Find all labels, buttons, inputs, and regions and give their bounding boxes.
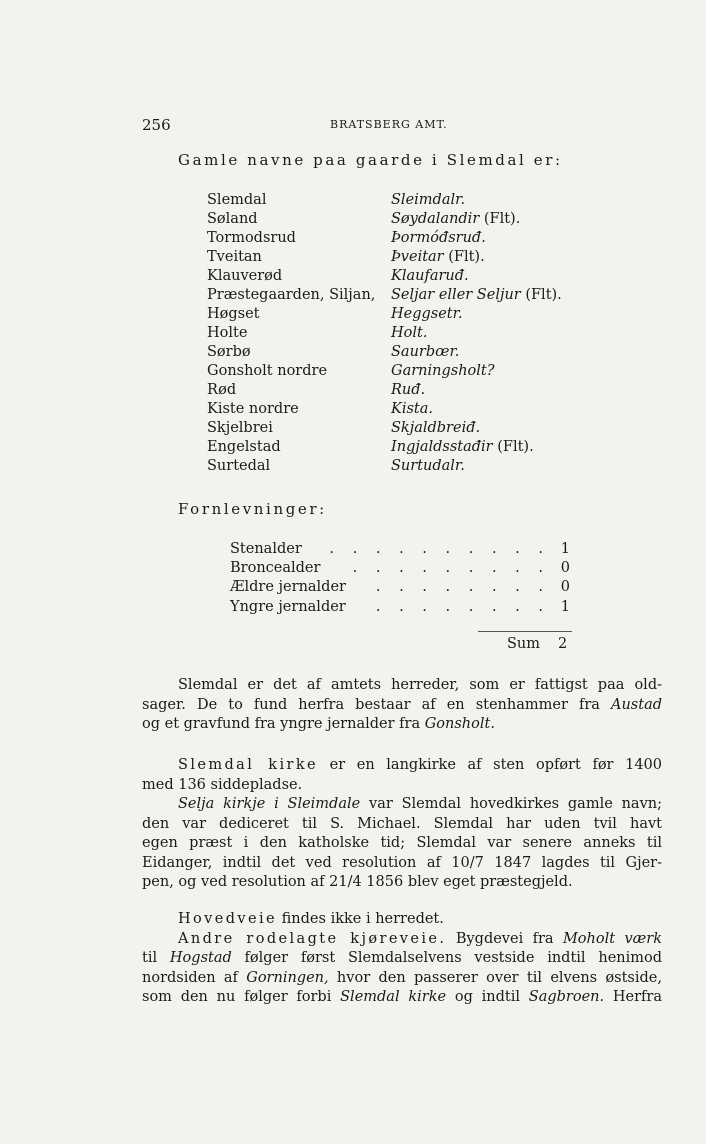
text-run: 1847 lagdes til Gjer- <box>483 854 662 871</box>
paragraph-roads <box>142 910 662 1008</box>
running-title: BRATSBERG AMT. <box>330 118 448 131</box>
modern-name: Engelstad <box>207 439 281 455</box>
text-run: pen, og ved resolution af <box>142 874 330 890</box>
text-line <box>142 930 662 950</box>
old-name: Surtudalr. <box>391 458 465 474</box>
place-name: Gorningen, <box>246 969 329 986</box>
period-label: Broncealder <box>230 560 321 577</box>
text-run: og et gravfund fra yngre jernalder fra <box>142 716 425 732</box>
old-name: Ruđ. <box>391 382 426 398</box>
leader-dots: . . . . . . . . <box>375 598 550 615</box>
modern-name: Kiste nordre <box>207 401 299 417</box>
name-row <box>207 306 562 325</box>
text-run: sager. De to fund herfra bestaar af en stenhammer fra <box>142 696 611 713</box>
text-line <box>142 910 662 930</box>
old-name: Sleimdalr. <box>391 192 466 208</box>
modern-name: Sørbø <box>207 344 251 360</box>
farm-names-table <box>207 192 562 477</box>
name-row <box>207 230 562 249</box>
date-fraction: 21/4 <box>329 874 362 890</box>
old-name: Kista. <box>391 401 433 417</box>
period-count: 0 <box>560 579 570 596</box>
modern-name: Høgset <box>207 306 260 322</box>
old-name: Skjaldbreiđ. <box>391 420 481 436</box>
find-row <box>230 560 570 579</box>
text-run: Herfra <box>604 989 662 1005</box>
place-name: Slemdal kirke <box>340 989 447 1005</box>
period-label: Stenalder <box>230 541 302 557</box>
modern-name: Tveitan <box>207 249 262 265</box>
text-run: 1856 blev eget præstegjeld. <box>361 874 573 890</box>
name-note: (Flt). <box>483 211 521 227</box>
modern-name: Surtedal <box>207 458 271 474</box>
name-row <box>207 287 562 306</box>
name-row <box>207 439 562 458</box>
name-row <box>207 363 562 382</box>
text-line <box>142 988 662 1008</box>
text-line: Slemdal er det af amtets herreder, som er fattigst paa old- <box>178 677 662 693</box>
name-row <box>207 458 562 477</box>
name-row <box>207 211 562 230</box>
modern-name: Tormodsrud <box>207 230 296 246</box>
leader-dots: . . . . . . . . <box>375 579 550 596</box>
old-name: Saurbœr. <box>391 344 460 360</box>
name-note: (Flt). <box>448 249 485 265</box>
text-line: den var dediceret til S. Michael. Slemdal har uden tvil havt <box>142 815 662 832</box>
text-run: til <box>142 950 170 966</box>
old-name: Ingjaldsstađir <box>391 439 493 455</box>
text-run: som den nu følger forbi <box>142 989 341 1005</box>
text-line <box>142 696 662 716</box>
place-name: Sagbroen. <box>528 989 605 1005</box>
sum-label: Sum <box>507 636 541 652</box>
old-name: Holt. <box>391 325 428 341</box>
place-name: Gonsholt. <box>424 716 495 732</box>
text-run: nordsiden af <box>142 969 247 986</box>
modern-name: Slemdal <box>207 192 267 208</box>
spaced-heading: Slemdal kirke <box>178 757 319 773</box>
period-count: 1 <box>560 541 570 557</box>
finds-heading: Fornlevninger: <box>178 500 327 518</box>
old-name: Garningsholt? <box>391 363 495 379</box>
name-row <box>207 268 562 287</box>
text-run: findes ikke i herredet. <box>277 911 444 927</box>
leader-dots: . . . . . . . . . <box>352 560 550 577</box>
text-line <box>142 715 662 735</box>
text-line <box>142 756 662 776</box>
modern-name: Klauverød <box>207 268 283 284</box>
old-name: Klaufaruđ. <box>391 268 469 284</box>
place-name: Hogstad <box>169 950 232 966</box>
old-name: Seljar eller Seljur <box>391 287 521 303</box>
name-row <box>207 325 562 344</box>
text-line: med 136 siddepladse. <box>142 776 303 793</box>
period-count: 1 <box>560 598 570 615</box>
modern-name: Søland <box>207 211 258 227</box>
name-row <box>207 382 562 401</box>
text-run: er en langkirke af sten opført før 1400 <box>318 757 662 773</box>
text-run: følger først Slemdalselvens vestside indtil henimod <box>231 950 663 966</box>
name-note: (Flt). <box>525 287 562 303</box>
old-name: Heggsetr. <box>391 306 463 322</box>
text-line <box>142 854 662 874</box>
modern-name: Præstegaarden, Siljan, <box>207 287 376 303</box>
paragraph-poverty <box>142 676 662 735</box>
finds-table <box>230 541 570 618</box>
text-run: og indtil <box>446 989 529 1005</box>
name-row <box>207 401 562 420</box>
name-row <box>207 344 562 363</box>
name-row <box>207 420 562 439</box>
text-line: egen præst i den katholske tid; Slemdal var senere anneks til <box>142 835 662 851</box>
text-line <box>142 795 662 815</box>
names-heading: Gamle navne paa gaarde i Slemdal er: <box>178 151 563 169</box>
period-label: Ældre jernalder <box>230 579 346 596</box>
place-name: Austad <box>610 696 662 713</box>
period-label: Yngre jernalder <box>230 598 346 615</box>
spaced-heading: Andre rodelagte kjøreveie. <box>178 930 447 947</box>
sum-rule <box>478 631 572 632</box>
name-row <box>207 249 562 268</box>
modern-name: Gonsholt nordre <box>207 363 328 379</box>
period-count: 0 <box>560 560 570 577</box>
page-number: 256 <box>142 116 171 134</box>
old-name: Þormóđsruđ. <box>391 230 486 246</box>
date-fraction: 10/7 <box>451 854 484 871</box>
old-name: Søydalandir <box>391 211 480 227</box>
find-row <box>230 599 570 618</box>
text-line <box>142 873 662 893</box>
find-row <box>230 541 570 560</box>
text-run: Eidanger, indtil det ved resolution af <box>142 854 452 871</box>
text-line <box>142 969 662 989</box>
modern-name: Holte <box>207 325 248 341</box>
modern-name: Skjelbrei <box>207 420 273 436</box>
leader-dots: . . . . . . . . . . <box>329 541 550 557</box>
modern-name: Rød <box>207 382 237 398</box>
spaced-heading: Hovedveie <box>178 911 278 927</box>
text-run: Bygdevei fra <box>446 930 563 947</box>
text-run: var Slemdal hovedkirkes gamle navn; <box>360 796 662 812</box>
sum-line <box>507 636 567 652</box>
text-line <box>142 949 662 969</box>
place-name: Moholt værk <box>562 930 662 947</box>
old-church-name: Selja kirkje i Sleimdale <box>178 796 361 812</box>
find-row <box>230 579 570 598</box>
sum-value: 2 <box>558 636 568 652</box>
paragraph-church <box>142 756 662 893</box>
old-name: Þveitar <box>391 249 444 265</box>
text-run: hvor den passerer over til elvens østside, <box>328 969 662 986</box>
name-note: (Flt). <box>497 439 534 455</box>
name-row <box>207 192 562 211</box>
